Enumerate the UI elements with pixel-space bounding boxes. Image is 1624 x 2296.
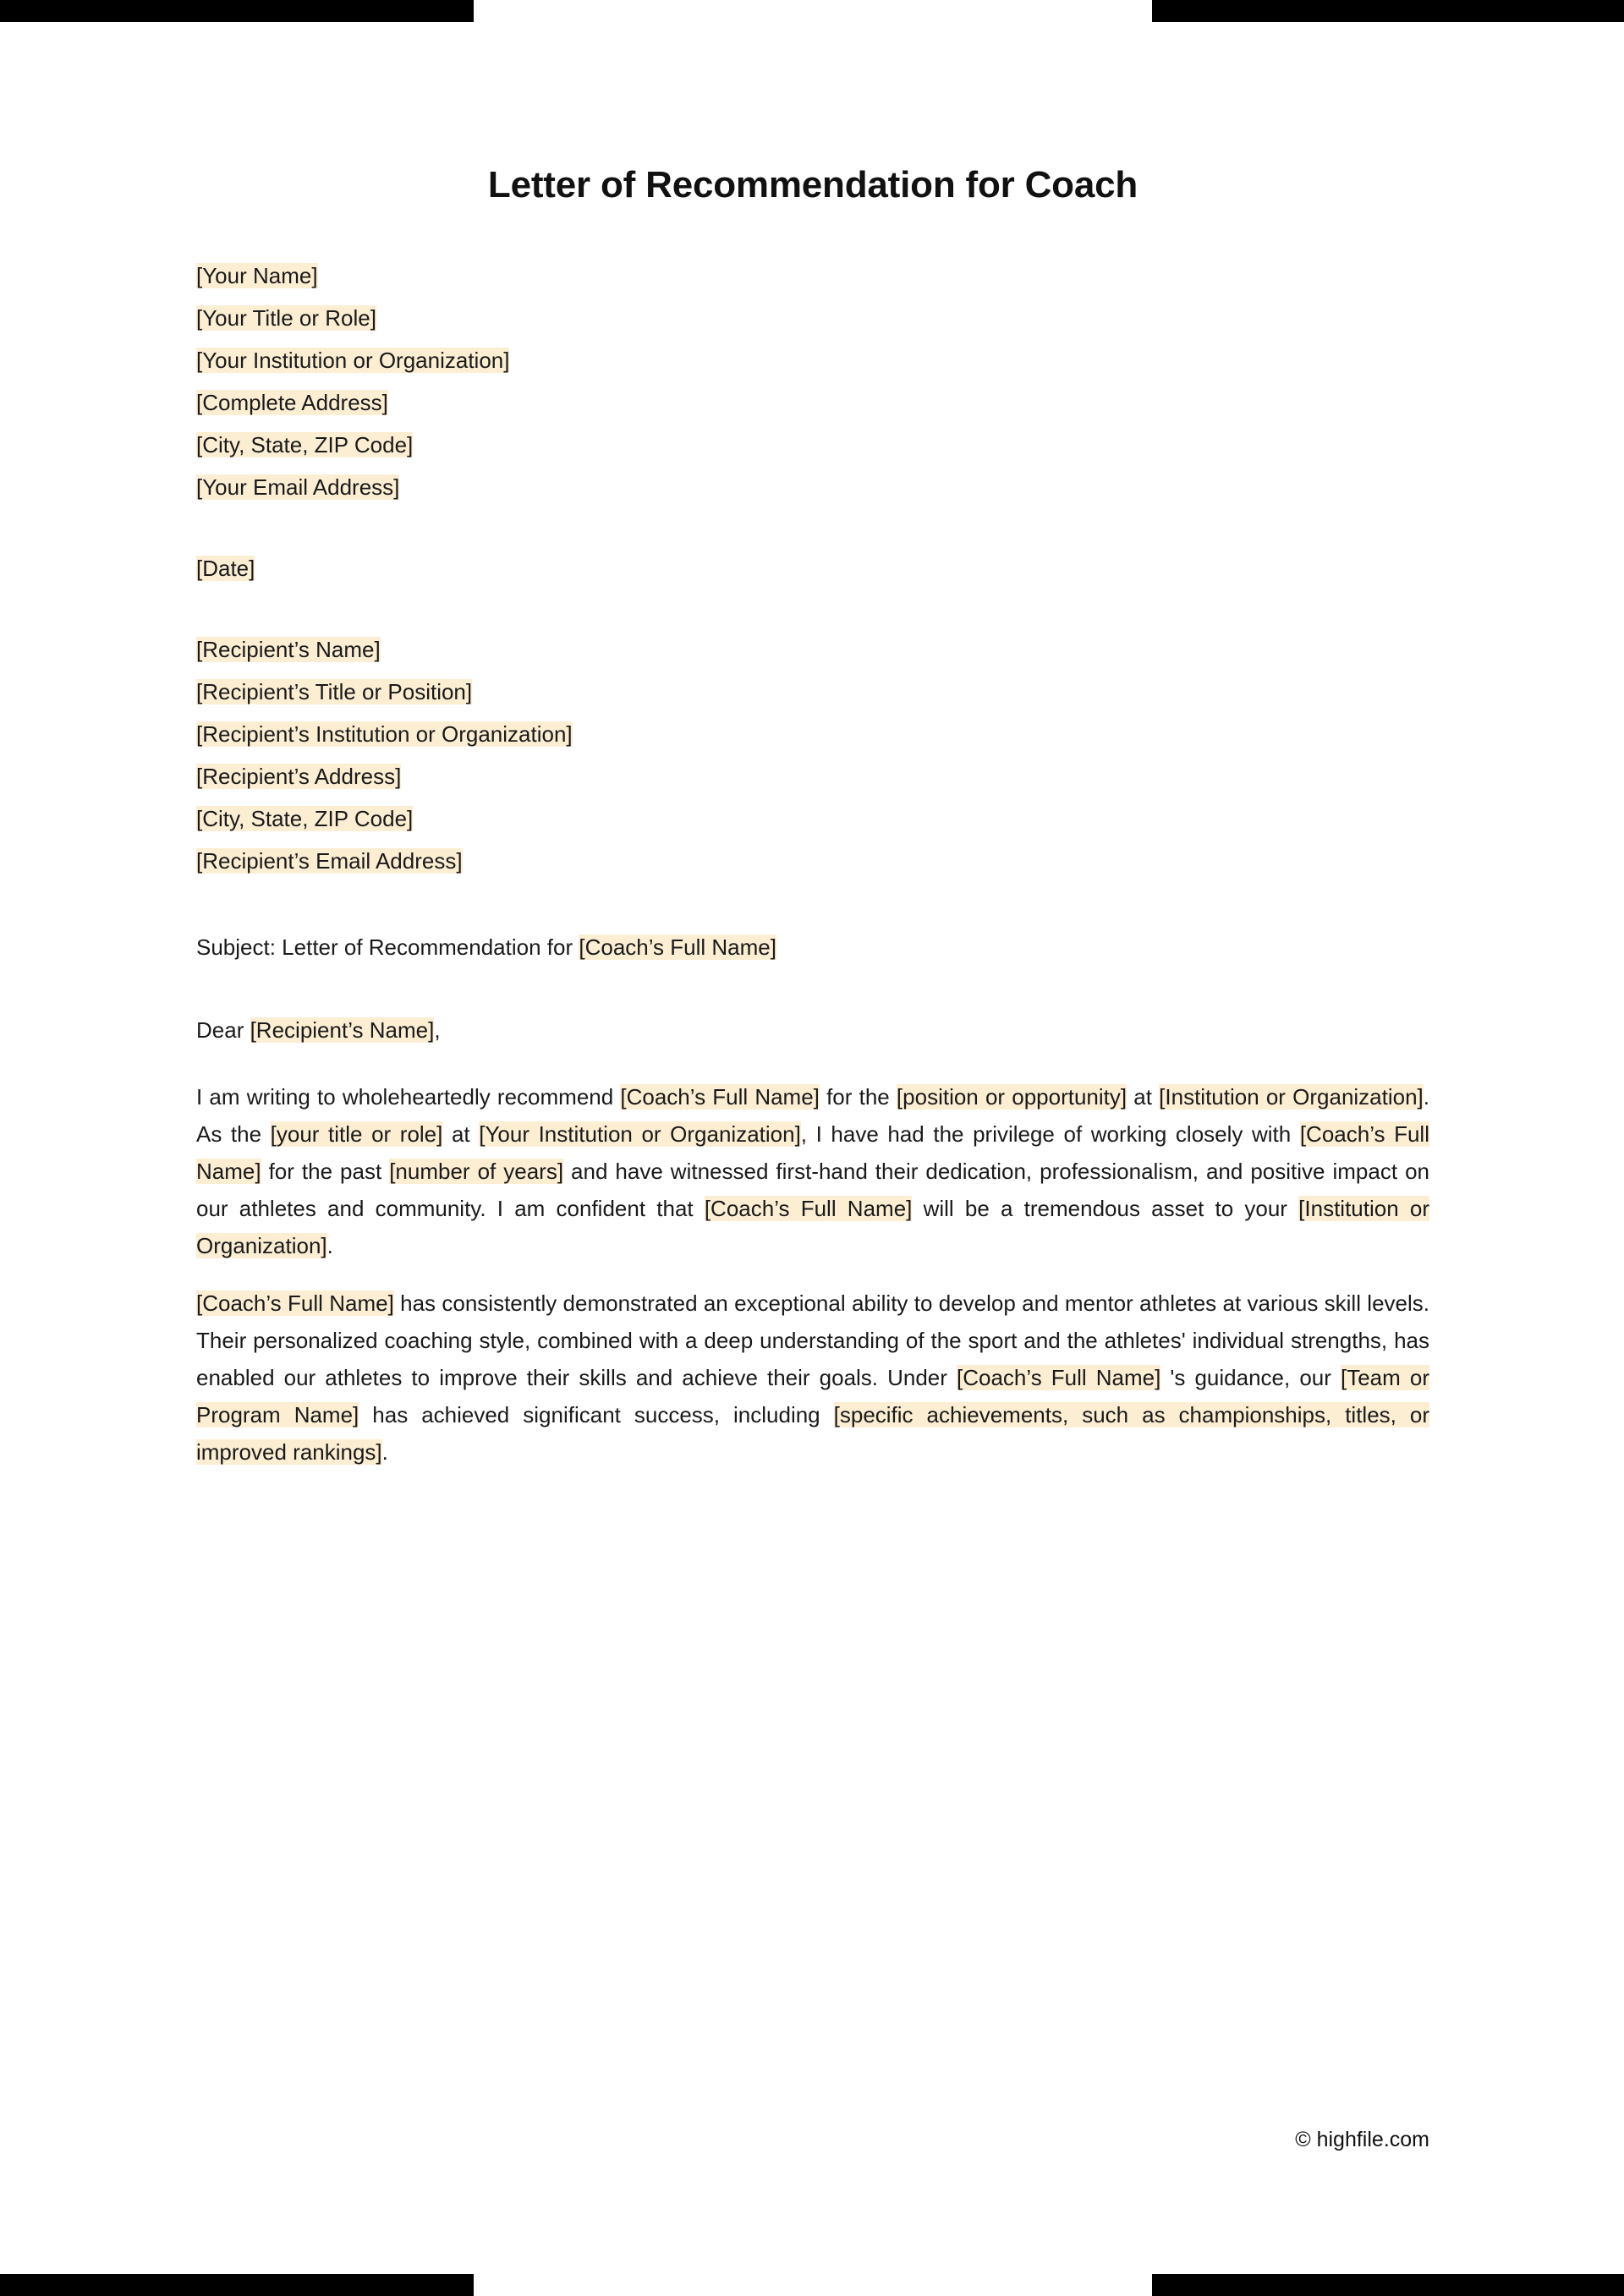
recipient-line-name bbox=[196, 628, 1429, 671]
p1-placeholder-number-of-years: [number of years] bbox=[389, 1158, 564, 1184]
decorative-bar-top-right bbox=[1152, 0, 1624, 22]
decorative-bar-top-left bbox=[0, 0, 474, 22]
p2-text-1: has consistently demonstrated an exceptional ability to develop and mentor athletes at various skill levels. Their personalized coaching style, combined with a deep understanding of the sport and the athletes' individual strengths, has enabled our athletes to improve their skills and achieve their goals. Under bbox=[196, 1290, 1429, 1390]
body-paragraph-1 bbox=[196, 1078, 1429, 1264]
p1-placeholder-position: [position or opportunity] bbox=[896, 1083, 1127, 1110]
subject-prefix: Subject: Letter of Recommendation for bbox=[196, 934, 579, 960]
placeholder-recipient-email: [Recipient’s Email Address] bbox=[196, 847, 463, 874]
p1-text-9: will be a tremendous asset to your bbox=[912, 1195, 1299, 1221]
recipient-line-address bbox=[196, 755, 1429, 797]
placeholder-recipient-name: [Recipient’s Name] bbox=[196, 636, 381, 662]
sender-line-name bbox=[196, 255, 1429, 297]
placeholder-recipient-name-salutation: [Recipient’s Name] bbox=[250, 1016, 435, 1043]
decorative-bar-bottom-left bbox=[0, 2274, 474, 2296]
spacer-before-subject bbox=[196, 882, 1429, 929]
p1-placeholder-your-title: [your title or role] bbox=[270, 1121, 443, 1147]
p2-text-4: . bbox=[381, 1438, 388, 1465]
date-block bbox=[196, 547, 1429, 589]
p1-placeholder-coach-name-3: [Coach’s Full Name] bbox=[704, 1195, 913, 1221]
sender-line-institution bbox=[196, 339, 1429, 381]
sender-line-email bbox=[196, 466, 1429, 508]
p1-text-8: and have witnessed first-hand their dedication, professionalism, and positive impact on our athletes and community. I am confident that bbox=[196, 1158, 1429, 1221]
p2-placeholder-coach-name-2: [Coach’s Full Name] bbox=[957, 1364, 1161, 1390]
page-title: Letter of Recommendation for Coach bbox=[487, 164, 1138, 205]
date-line bbox=[196, 547, 1429, 589]
placeholder-recipient-city: [City, State, ZIP Code] bbox=[196, 805, 414, 831]
placeholder-coach-name-subject: [Coach’s Full Name] bbox=[579, 934, 776, 960]
p2-placeholder-coach-name-1: [Coach’s Full Name] bbox=[196, 1290, 394, 1316]
p1-text-1: I am writing to wholeheartedly recommend bbox=[196, 1083, 621, 1110]
body-paragraph-2 bbox=[196, 1285, 1429, 1471]
placeholder-complete-address: [Complete Address] bbox=[196, 389, 388, 415]
recipient-address-block bbox=[196, 628, 1429, 882]
p2-text-3: has achieved significant success, including bbox=[359, 1401, 834, 1427]
sender-address-block bbox=[196, 255, 1429, 508]
p1-placeholder-coach-name-2: [Coach’s Full Name] bbox=[196, 1121, 1429, 1184]
sender-line-address bbox=[196, 381, 1429, 424]
p1-placeholder-institution-2: [Institution or Organization] bbox=[196, 1195, 1429, 1258]
placeholder-city-state-zip: [City, State, ZIP Code] bbox=[196, 431, 414, 458]
p2-text-2: 's guidance, our bbox=[1160, 1364, 1341, 1390]
placeholder-recipient-institution: [Recipient’s Institution or Organization] bbox=[196, 721, 573, 747]
p1-text-2: for the bbox=[819, 1083, 897, 1110]
salutation-suffix: , bbox=[434, 1016, 441, 1043]
p1-text-3: at bbox=[1127, 1083, 1160, 1110]
recipient-line-institution bbox=[196, 713, 1429, 755]
p1-placeholder-coach-name-1: [Coach’s Full Name] bbox=[620, 1083, 820, 1110]
p1-text-7: for the past bbox=[261, 1158, 390, 1184]
p1-text-4: . As the bbox=[196, 1083, 1430, 1147]
placeholder-your-name: [Your Name] bbox=[196, 262, 318, 288]
placeholder-recipient-address: [Recipient’s Address] bbox=[196, 763, 402, 789]
p1-text-6: , I have had the privilege of working closely with bbox=[800, 1121, 1300, 1147]
p1-placeholder-your-institution: [Your Institution or Organization] bbox=[479, 1121, 801, 1147]
placeholder-your-institution: [Your Institution or Organization] bbox=[196, 347, 510, 373]
placeholder-date: [Date] bbox=[196, 555, 255, 581]
recipient-line-title bbox=[196, 671, 1429, 713]
spacer-before-recipient bbox=[196, 589, 1429, 628]
p1-text-5: at bbox=[442, 1121, 480, 1147]
footer-copyright: © highfile.com bbox=[1295, 2128, 1429, 2151]
subject-line bbox=[196, 929, 1429, 965]
p1-placeholder-institution-1: [Institution or Organization] bbox=[1159, 1083, 1424, 1110]
placeholder-your-title: [Your Title or Role] bbox=[196, 304, 376, 331]
salutation-line bbox=[196, 1012, 1429, 1048]
spacer-after-title bbox=[196, 207, 1429, 255]
decorative-bar-bottom-right bbox=[1152, 2274, 1624, 2296]
p2-placeholder-achievements: [specific achievements, such as championships, titles, or improved rankings] bbox=[196, 1401, 1430, 1465]
placeholder-your-email: [Your Email Address] bbox=[196, 474, 400, 500]
sender-line-title bbox=[196, 297, 1429, 339]
spacer-before-salutation bbox=[196, 965, 1429, 1012]
document-content bbox=[196, 22, 1429, 1471]
spacer-before-date bbox=[196, 508, 1429, 547]
salutation-prefix: Dear bbox=[196, 1016, 250, 1043]
document-page bbox=[0, 22, 1624, 2274]
placeholder-recipient-title: [Recipient’s Title or Position] bbox=[196, 678, 473, 704]
recipient-line-city bbox=[196, 797, 1429, 840]
recipient-line-email bbox=[196, 840, 1429, 882]
spacer-before-body bbox=[196, 1048, 1429, 1078]
p2-placeholder-team-name: [Team or Program Name] bbox=[196, 1364, 1429, 1427]
p1-text-10: . bbox=[326, 1232, 333, 1258]
sender-line-city bbox=[196, 424, 1429, 466]
